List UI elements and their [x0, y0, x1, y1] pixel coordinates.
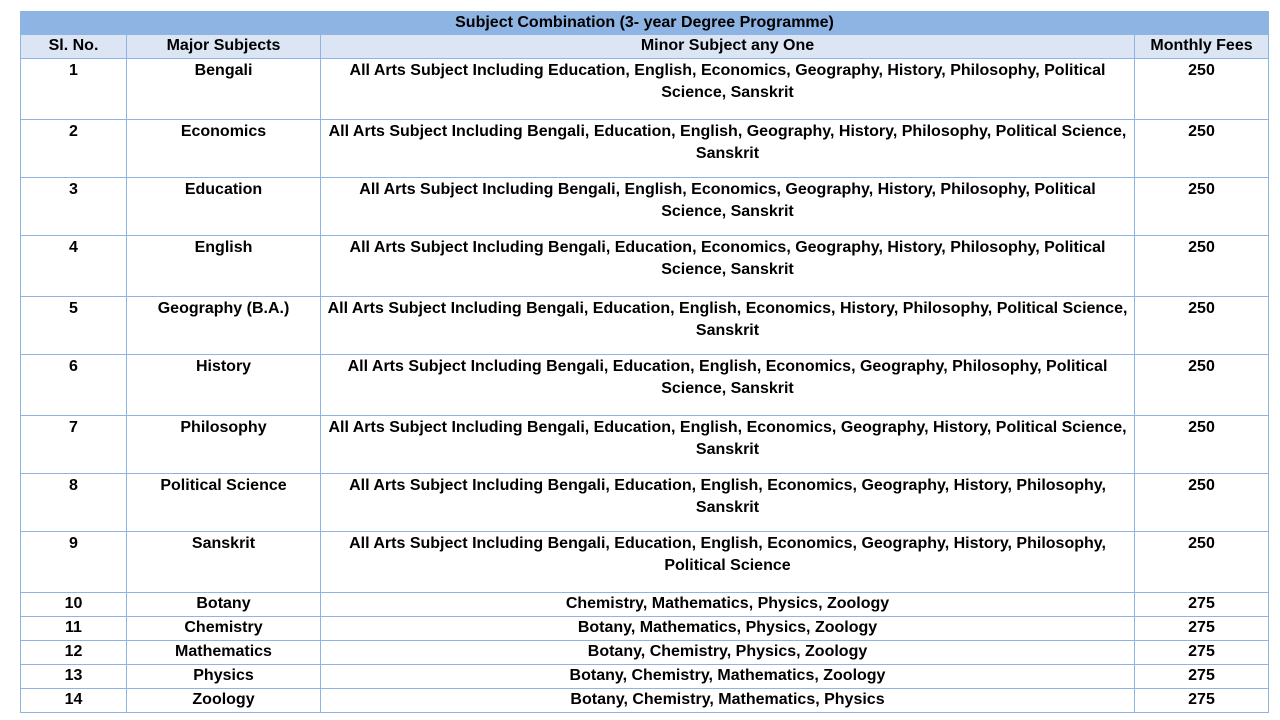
row-major-subject: Political Science	[127, 474, 321, 532]
header-monthly-fees: Monthly Fees	[1135, 35, 1269, 59]
row-major-subject: Zoology	[127, 689, 321, 713]
table-row	[21, 416, 1269, 474]
table-row	[21, 532, 1269, 593]
row-sl-no: 2	[21, 120, 127, 178]
row-sl-no: 14	[21, 689, 127, 713]
row-minor-subjects: All Arts Subject Including Bengali, Education, English, Economics, History, Philosophy, Political Science, Sanskrit	[321, 297, 1135, 355]
row-monthly-fees: 275	[1135, 593, 1269, 617]
row-major-subject: Sanskrit	[127, 532, 321, 593]
row-monthly-fees: 250	[1135, 178, 1269, 236]
subject-combination-table-container	[20, 11, 1268, 713]
row-minor-subjects: Botany, Chemistry, Mathematics, Zoology	[321, 665, 1135, 689]
header-sl-no: Sl. No.	[21, 35, 127, 59]
table-title: Subject Combination (3- year Degree Programme)	[21, 12, 1269, 35]
row-minor-subjects: Botany, Mathematics, Physics, Zoology	[321, 617, 1135, 641]
row-major-subject: Botany	[127, 593, 321, 617]
table-row	[21, 178, 1269, 236]
row-monthly-fees: 250	[1135, 120, 1269, 178]
row-minor-subjects: All Arts Subject Including Bengali, Education, English, Economics, Geography, History, Philosophy, Political Science	[321, 532, 1135, 593]
table-row	[21, 474, 1269, 532]
row-sl-no: 5	[21, 297, 127, 355]
row-monthly-fees: 275	[1135, 617, 1269, 641]
subject-combination-table	[20, 11, 1269, 713]
row-sl-no: 6	[21, 355, 127, 416]
row-minor-subjects: All Arts Subject Including Bengali, Education, English, Geography, History, Philosophy, Political Science, Sanskrit	[321, 120, 1135, 178]
row-sl-no: 7	[21, 416, 127, 474]
table-row	[21, 665, 1269, 689]
row-major-subject: English	[127, 236, 321, 297]
row-sl-no: 12	[21, 641, 127, 665]
row-monthly-fees: 250	[1135, 236, 1269, 297]
row-minor-subjects: Botany, Chemistry, Physics, Zoology	[321, 641, 1135, 665]
row-minor-subjects: All Arts Subject Including Bengali, Education, Economics, Geography, History, Philosophy, Political Science, Sanskrit	[321, 236, 1135, 297]
table-row	[21, 689, 1269, 713]
row-monthly-fees: 275	[1135, 641, 1269, 665]
row-sl-no: 9	[21, 532, 127, 593]
row-sl-no: 10	[21, 593, 127, 617]
row-minor-subjects: All Arts Subject Including Bengali, Education, English, Economics, Geography, History, Philosophy, Sanskrit	[321, 474, 1135, 532]
row-monthly-fees: 250	[1135, 532, 1269, 593]
table-row	[21, 59, 1269, 120]
row-minor-subjects: All Arts Subject Including Education, English, Economics, Geography, History, Philosophy, Political Science, Sanskrit	[321, 59, 1135, 120]
row-sl-no: 8	[21, 474, 127, 532]
row-major-subject: Geography (B.A.)	[127, 297, 321, 355]
row-major-subject: Bengali	[127, 59, 321, 120]
row-sl-no: 3	[21, 178, 127, 236]
row-minor-subjects: Chemistry, Mathematics, Physics, Zoology	[321, 593, 1135, 617]
row-minor-subjects: All Arts Subject Including Bengali, English, Economics, Geography, History, Philosophy, Political Science, Sanskrit	[321, 178, 1135, 236]
row-sl-no: 1	[21, 59, 127, 120]
row-minor-subjects: All Arts Subject Including Bengali, Education, English, Economics, Geography, Philosophy, Political Science, Sanskrit	[321, 355, 1135, 416]
table-row	[21, 236, 1269, 297]
table-row	[21, 120, 1269, 178]
header-major-subjects: Major Subjects	[127, 35, 321, 59]
row-major-subject: Philosophy	[127, 416, 321, 474]
table-row	[21, 593, 1269, 617]
row-major-subject: Economics	[127, 120, 321, 178]
row-sl-no: 13	[21, 665, 127, 689]
row-monthly-fees: 275	[1135, 665, 1269, 689]
row-major-subject: Chemistry	[127, 617, 321, 641]
table-row	[21, 617, 1269, 641]
row-monthly-fees: 250	[1135, 416, 1269, 474]
row-sl-no: 11	[21, 617, 127, 641]
row-sl-no: 4	[21, 236, 127, 297]
header-minor-subject: Minor Subject any One	[321, 35, 1135, 59]
row-minor-subjects: All Arts Subject Including Bengali, Education, English, Economics, Geography, History, Political Science, Sanskrit	[321, 416, 1135, 474]
row-major-subject: Physics	[127, 665, 321, 689]
row-minor-subjects: Botany, Chemistry, Mathematics, Physics	[321, 689, 1135, 713]
row-monthly-fees: 250	[1135, 59, 1269, 120]
table-row	[21, 355, 1269, 416]
row-monthly-fees: 275	[1135, 689, 1269, 713]
table-title-row	[21, 12, 1269, 35]
row-major-subject: History	[127, 355, 321, 416]
table-header-row	[21, 35, 1269, 59]
row-monthly-fees: 250	[1135, 355, 1269, 416]
row-major-subject: Education	[127, 178, 321, 236]
row-monthly-fees: 250	[1135, 297, 1269, 355]
row-monthly-fees: 250	[1135, 474, 1269, 532]
row-major-subject: Mathematics	[127, 641, 321, 665]
table-row	[21, 641, 1269, 665]
table-row	[21, 297, 1269, 355]
